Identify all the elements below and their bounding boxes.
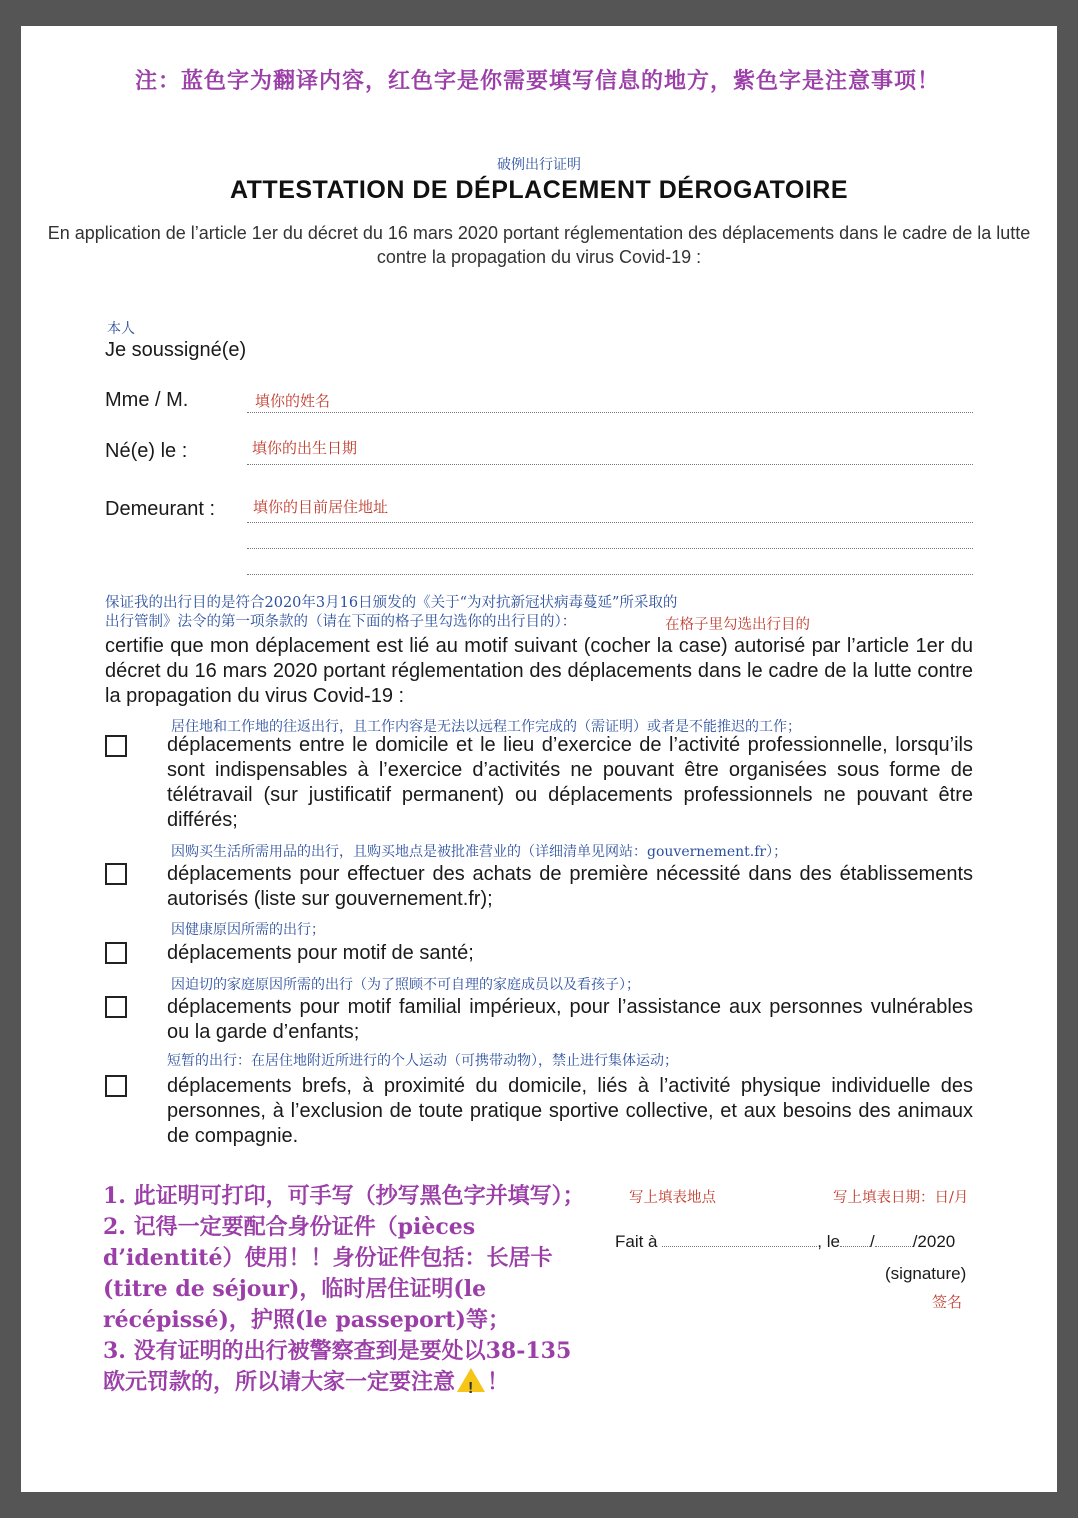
birth-label: Né(e) le : — [105, 440, 188, 462]
birth-hint: 填你的出生日期 — [252, 439, 358, 457]
option-4-text: déplacements pour motif familial impérieux, pour l’assistance aux personnes vulnérables ou la garde d’enfants; — [167, 996, 973, 1043]
certify-text: certifie que mon déplacement est lié au motif suivant (cocher la case) autorisé par l’article 1er du décret du 16 mars 2020 portant réglementation des déplacements dans le cadre de la lutte contre la propagation du virus Covid-19 : — [105, 635, 973, 707]
option-5-translation: 短暂的出行：在居住地附近所进行的个人运动（可携带动物），禁止进行集体运动； — [167, 1053, 678, 1069]
option-1-checkbox[interactable] — [105, 735, 127, 757]
soussigne-label: Je soussigné(e) — [105, 339, 247, 361]
attestation-page — [21, 26, 1057, 1492]
option-5-text: déplacements brefs, à proximité du domicile, liés à l’activité physique individuelle des personnes, à l’exclusion de toute pratique sportive collective, et aux besoins des animaux de compagnie. — [167, 1075, 973, 1147]
option-5-checkbox[interactable] — [105, 1075, 127, 1097]
address-label: Demeurant : — [105, 498, 216, 520]
option-2-text: déplacements pour effectuer des achats de première nécessité dans des établissements autorisés (liste sur gouvernement.fr); — [167, 863, 973, 910]
note-1: 1. 此证明可打印，可手写（抄写黑色字并填写）； — [103, 1183, 585, 1209]
name-field[interactable] — [247, 412, 973, 413]
day-field[interactable] — [840, 1232, 870, 1247]
birth-field[interactable] — [247, 464, 973, 465]
warning-icon — [457, 1368, 485, 1392]
date-hint: 写上填表日期：日/月 — [833, 1190, 969, 1206]
certify-translation: 保证我的出行目的是符合2020年3月16日颁发的《关于“为对抗新冠状病毒蔓延”所采取的 出行管制》法令的第一项条款的（请在下面的格子里勾选你的出行目的）： — [105, 595, 678, 630]
option-1-text: déplacements entre le domicile et le lieu d’exercice de l’activité professionnelle, lorsqu’ils sont indispensables à l’exercice d’activités ne pouvant être organisées sous forme de télétravail (sur justificatif permanent) ou déplacements professionnels ne pouvant être différés; — [167, 734, 973, 831]
place-field[interactable] — [662, 1232, 817, 1247]
option-2-translation: 因购买生活所需用品的出行，且购买地点是被批准营业的（详细清单见网站：gouvernement.fr）； — [171, 844, 788, 860]
address-field-line-1[interactable] — [247, 522, 973, 523]
option-1-translation: 居住地和工作地的往返出行，且工作内容是无法以远程工作完成的（需证明）或者是不能推迟的工作； — [171, 719, 801, 735]
title-translation: 破例出行证明 — [497, 157, 581, 173]
name-label: Mme / M. — [105, 389, 189, 411]
note-2: 2. 记得一定要配合身份证件（pièces d’identité）使用！！身份证件包括：长居卡(titre de séjour)，临时居住证明(le récépissé)，护照(le passeport)等； — [103, 1214, 553, 1333]
top-note: 注：蓝色字为翻译内容，红色字是你需要填写信息的地方，紫色字是注意事项！ — [135, 68, 941, 94]
name-hint: 填你的姓名 — [255, 392, 331, 410]
note-3: 3. 没有证明的出行被警察查到是要处以38-135欧元罚款的，所以请大家一定要注意! ！ — [103, 1336, 593, 1398]
option-4-checkbox[interactable] — [105, 996, 127, 1018]
place-hint: 写上填表地点 — [629, 1190, 716, 1206]
option-3-checkbox[interactable] — [105, 942, 127, 964]
fait-line: Fait à , le / /2020 — [615, 1232, 956, 1251]
address-field-line-3[interactable] — [247, 574, 973, 575]
page-title: ATTESTATION DE DÉPLACEMENT DÉROGATOIRE — [229, 176, 849, 204]
option-3-translation: 因健康原因所需的出行； — [171, 922, 325, 938]
option-3-text: déplacements pour motif de santé; — [167, 942, 474, 964]
month-field[interactable] — [875, 1232, 913, 1247]
certify-hint: 在格子里勾选出行目的 — [665, 617, 810, 633]
page-subtitle: En application de l’article 1er du décret du 16 mars 2020 portant réglementation des déplacements dans le cadre de la lutte contre la propagation du virus Covid-19 : — [47, 223, 1031, 267]
option-4-translation: 因迫切的家庭原因所需的出行（为了照顾不可自理的家庭成员以及看孩子）； — [171, 977, 640, 993]
option-2-checkbox[interactable] — [105, 863, 127, 885]
signature-label[interactable]: (signature) — [885, 1264, 967, 1283]
soussigne-translation: 本人 — [107, 321, 135, 337]
usage-notes — [103, 1181, 593, 1398]
signature-hint: 签名 — [932, 1293, 963, 1311]
address-hint: 填你的目前居住地址 — [253, 498, 389, 516]
address-field-line-2[interactable] — [247, 548, 973, 549]
